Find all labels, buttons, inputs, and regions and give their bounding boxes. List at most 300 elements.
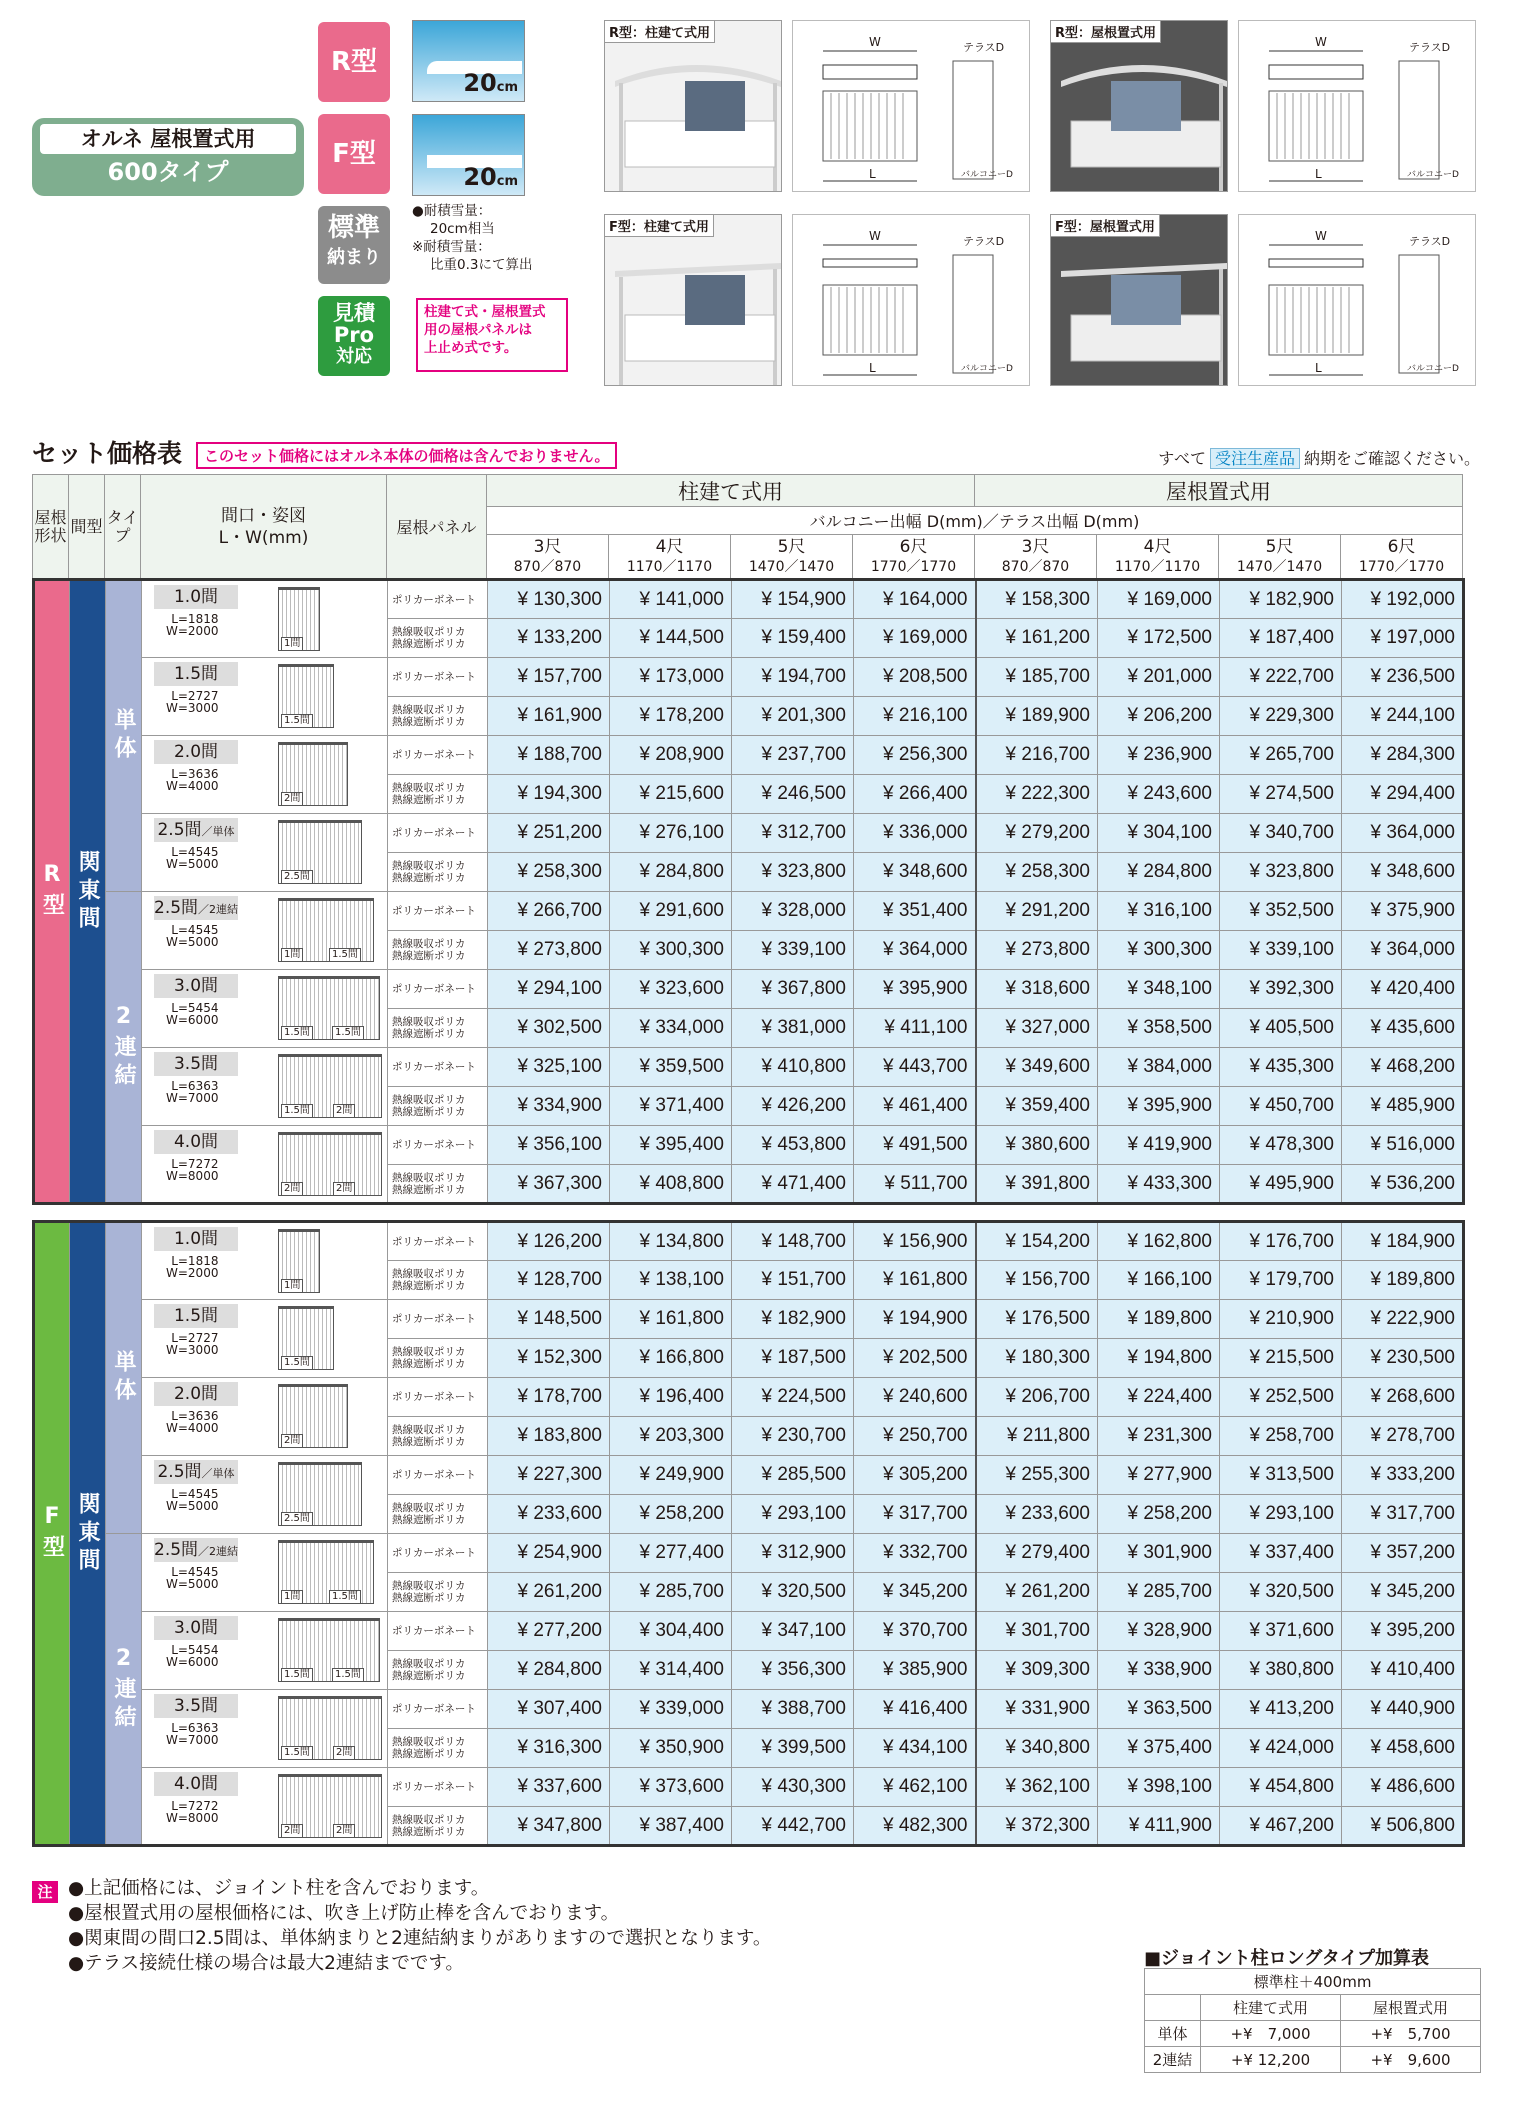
price-cell: ¥ 266,400 bbox=[854, 775, 976, 814]
price-cell: ¥ 250,700 bbox=[854, 1417, 976, 1456]
panel-note: 柱建て式・屋根置式 用の屋根パネルは 上止め式です。 bbox=[416, 298, 568, 372]
photo-f-roof: F型：屋根置式用 bbox=[1050, 214, 1228, 386]
price-cell: ¥ 256,300 bbox=[854, 736, 976, 775]
price-cell: ¥ 284,800 bbox=[488, 1651, 610, 1690]
notes-label: 注 bbox=[32, 1881, 58, 1903]
lw-dims: L=5454 W=6000 bbox=[166, 1643, 219, 1669]
price-cell: ¥ 410,800 bbox=[732, 1048, 854, 1087]
price-cell: ¥ 184,900 bbox=[1342, 1222, 1464, 1261]
price-table-f bbox=[32, 1220, 1465, 1847]
price-cell: ¥ 187,400 bbox=[1220, 619, 1342, 658]
ken-label: 2.5間／単体 bbox=[154, 1460, 238, 1484]
snow-load-f: 20cm bbox=[412, 114, 525, 196]
price-cell: ¥ 339,000 bbox=[610, 1690, 732, 1729]
price-cell: ¥ 372,300 bbox=[976, 1807, 1098, 1846]
price-cell: ¥ 309,300 bbox=[976, 1651, 1098, 1690]
ken-label: 1.5間 bbox=[154, 662, 238, 686]
price-cell: ¥ 356,100 bbox=[488, 1126, 610, 1165]
panel-type: ポリカーボネート bbox=[388, 1456, 488, 1495]
price-cell: ¥ 482,300 bbox=[854, 1807, 976, 1846]
price-cell: ¥ 491,500 bbox=[854, 1126, 976, 1165]
price-cell: ¥ 172,500 bbox=[1098, 619, 1220, 658]
lw-dims: L=4545 W=5000 bbox=[166, 1487, 219, 1513]
price-cell: ¥ 387,400 bbox=[610, 1807, 732, 1846]
price-cell: ¥ 323,800 bbox=[1220, 853, 1342, 892]
price-cell: ¥ 216,700 bbox=[976, 736, 1098, 775]
price-cell: ¥ 506,800 bbox=[1342, 1807, 1464, 1846]
price-cell: ¥ 176,700 bbox=[1220, 1222, 1342, 1261]
size-cell bbox=[142, 1534, 388, 1612]
price-cell: ¥ 340,700 bbox=[1220, 814, 1342, 853]
col-depth-6: 5尺 1470／1470 bbox=[1219, 535, 1341, 579]
price-cell: ¥ 258,300 bbox=[976, 853, 1098, 892]
price-cell: ¥ 293,100 bbox=[732, 1495, 854, 1534]
price-cell: ¥ 126,200 bbox=[488, 1222, 610, 1261]
price-cell: ¥ 166,800 bbox=[610, 1339, 732, 1378]
price-cell: ¥ 294,400 bbox=[1342, 775, 1464, 814]
panel-type: 熱線吸収ポリカ 熱線遮断ポリカ bbox=[388, 1573, 488, 1612]
price-cell: ¥ 268,600 bbox=[1342, 1378, 1464, 1417]
price-cell: ¥ 410,400 bbox=[1342, 1651, 1464, 1690]
price-cell: ¥ 364,000 bbox=[1342, 931, 1464, 970]
panel-type: ポリカーボネート bbox=[388, 1378, 488, 1417]
size-cell bbox=[142, 1048, 388, 1126]
price-cell: ¥ 317,700 bbox=[1342, 1495, 1464, 1534]
price-cell: ¥ 277,200 bbox=[488, 1612, 610, 1651]
type-r-badge: R型 bbox=[318, 22, 390, 102]
price-cell: ¥ 454,800 bbox=[1220, 1768, 1342, 1807]
price-cell: ¥ 161,800 bbox=[610, 1300, 732, 1339]
size-cell bbox=[142, 1690, 388, 1768]
price-cell: ¥ 284,800 bbox=[610, 853, 732, 892]
product-type: 600タイプ bbox=[107, 158, 229, 186]
joint-table-title: ■ジョイント柱ロングタイプ加算表 bbox=[1144, 1948, 1430, 1969]
ken-label: 2.0間 bbox=[154, 740, 238, 764]
panel-type: 熱線吸収ポリカ 熱線遮断ポリカ bbox=[388, 1729, 488, 1768]
size-cell bbox=[142, 658, 388, 736]
panel-type: 熱線吸収ポリカ 熱線遮断ポリカ bbox=[388, 1417, 488, 1456]
price-cell: ¥ 367,800 bbox=[732, 970, 854, 1009]
price-cell: ¥ 370,700 bbox=[854, 1612, 976, 1651]
price-cell: ¥ 339,100 bbox=[732, 931, 854, 970]
lw-dims: L=3636 W=4000 bbox=[166, 1409, 219, 1435]
price-cell: ¥ 433,300 bbox=[1098, 1165, 1220, 1204]
price-cell: ¥ 367,300 bbox=[488, 1165, 610, 1204]
price-cell: ¥ 362,100 bbox=[976, 1768, 1098, 1807]
col-depth-3: 6尺 1770／1770 bbox=[853, 535, 975, 579]
price-cell: ¥ 317,700 bbox=[854, 1495, 976, 1534]
price-cell: ¥ 337,600 bbox=[488, 1768, 610, 1807]
price-cell: ¥ 285,500 bbox=[732, 1456, 854, 1495]
price-cell: ¥ 157,700 bbox=[488, 658, 610, 697]
price-cell: ¥ 331,900 bbox=[976, 1690, 1098, 1729]
table-row bbox=[34, 1300, 1464, 1339]
price-cell: ¥ 381,000 bbox=[732, 1009, 854, 1048]
price-cell: ¥ 334,900 bbox=[488, 1087, 610, 1126]
price-cell: ¥ 301,700 bbox=[976, 1612, 1098, 1651]
size-diagram: 1.5間 2間 bbox=[278, 1054, 382, 1118]
ken-label: 3.0間 bbox=[154, 974, 238, 998]
price-cell: ¥ 450,700 bbox=[1220, 1087, 1342, 1126]
price-cell: ¥ 194,300 bbox=[488, 775, 610, 814]
joint-table: 標準柱＋400mm 柱建て式用 屋根置式用 単体 +¥ 7,000 +¥ 5,700 2連結 +¥ 12,200 +¥ 9,600 bbox=[1144, 1968, 1481, 2073]
table-row bbox=[34, 736, 1464, 775]
price-cell: ¥ 206,700 bbox=[976, 1378, 1098, 1417]
price-cell: ¥ 300,300 bbox=[1098, 931, 1220, 970]
price-cell: ¥ 224,400 bbox=[1098, 1378, 1220, 1417]
price-cell: ¥ 258,200 bbox=[610, 1495, 732, 1534]
table-row bbox=[34, 1456, 1464, 1495]
panel-type: 熱線吸収ポリカ 熱線遮断ポリカ bbox=[388, 1009, 488, 1048]
price-cell: ¥ 471,400 bbox=[732, 1165, 854, 1204]
price-cell: ¥ 178,700 bbox=[488, 1378, 610, 1417]
price-cell: ¥ 202,500 bbox=[854, 1339, 976, 1378]
size-diagram: 2間 bbox=[278, 1384, 348, 1448]
price-cell: ¥ 169,000 bbox=[1098, 580, 1220, 619]
price-cell: ¥ 467,200 bbox=[1220, 1807, 1342, 1846]
price-cell: ¥ 395,200 bbox=[1342, 1612, 1464, 1651]
price-cell: ¥ 194,800 bbox=[1098, 1339, 1220, 1378]
size-diagram: 1間 1.5間 bbox=[278, 898, 374, 962]
price-cell: ¥ 236,500 bbox=[1342, 658, 1464, 697]
price-cell: ¥ 411,100 bbox=[854, 1009, 976, 1048]
price-cell: ¥ 435,600 bbox=[1342, 1009, 1464, 1048]
table-row bbox=[34, 1612, 1464, 1651]
price-cell: ¥ 300,300 bbox=[610, 931, 732, 970]
price-cell: ¥ 278,700 bbox=[1342, 1417, 1464, 1456]
table-row bbox=[34, 814, 1464, 853]
price-cell: ¥ 345,200 bbox=[1342, 1573, 1464, 1612]
price-cell: ¥ 233,600 bbox=[488, 1495, 610, 1534]
price-cell: ¥ 179,700 bbox=[1220, 1261, 1342, 1300]
price-cell: ¥ 413,200 bbox=[1220, 1690, 1342, 1729]
drawing-f-roof: W テラスD L バルコニーD bbox=[1238, 214, 1476, 386]
drawing-f-post: W テラスD L バルコニーD bbox=[792, 214, 1030, 386]
panel-type: 熱線吸収ポリカ 熱線遮断ポリカ bbox=[388, 931, 488, 970]
price-cell: ¥ 359,500 bbox=[610, 1048, 732, 1087]
price-cell: ¥ 265,700 bbox=[1220, 736, 1342, 775]
price-cell: ¥ 435,300 bbox=[1220, 1048, 1342, 1087]
price-cell: ¥ 307,400 bbox=[488, 1690, 610, 1729]
photo-r-post: R型：柱建て式用 bbox=[604, 20, 782, 192]
price-cell: ¥ 266,700 bbox=[488, 892, 610, 931]
size-cell bbox=[142, 1768, 388, 1846]
price-cell: ¥ 279,400 bbox=[976, 1534, 1098, 1573]
price-cell: ¥ 187,500 bbox=[732, 1339, 854, 1378]
panel-type: ポリカーボネート bbox=[388, 1048, 488, 1087]
price-cell: ¥ 332,700 bbox=[854, 1534, 976, 1573]
panel-type: ポリカーボネート bbox=[388, 1768, 488, 1807]
panel-type: 熱線吸収ポリカ 熱線遮断ポリカ bbox=[388, 853, 488, 892]
price-cell: ¥ 419,900 bbox=[1098, 1126, 1220, 1165]
depth-header: バルコニー出幅 D(mm)／テラス出幅 D(mm) bbox=[487, 507, 1463, 535]
price-cell: ¥ 194,900 bbox=[854, 1300, 976, 1339]
price-cell: ¥ 327,000 bbox=[976, 1009, 1098, 1048]
price-cell: ¥ 304,100 bbox=[1098, 814, 1220, 853]
size-cell bbox=[142, 1126, 388, 1204]
size-diagram: 1間 bbox=[278, 1229, 320, 1293]
price-cell: ¥ 148,500 bbox=[488, 1300, 610, 1339]
panel-type: ポリカーボネート bbox=[388, 1612, 488, 1651]
price-cell: ¥ 169,000 bbox=[854, 619, 976, 658]
price-cell: ¥ 227,300 bbox=[488, 1456, 610, 1495]
price-cell: ¥ 351,400 bbox=[854, 892, 976, 931]
order-notice: すべて 受注生産品 納期をご確認ください。 bbox=[1158, 449, 1480, 468]
price-cell: ¥ 347,800 bbox=[488, 1807, 610, 1846]
price-cell: ¥ 273,800 bbox=[976, 931, 1098, 970]
price-cell: ¥ 371,600 bbox=[1220, 1612, 1342, 1651]
lw-dims: L=7272 W=8000 bbox=[166, 1157, 219, 1183]
type-double: 2連結 bbox=[106, 1534, 142, 1846]
price-cell: ¥ 152,300 bbox=[488, 1339, 610, 1378]
price-cell: ¥ 224,500 bbox=[732, 1378, 854, 1417]
panel-type: ポリカーボネート bbox=[388, 814, 488, 853]
panel-type: 熱線吸収ポリカ 熱線遮断ポリカ bbox=[388, 1087, 488, 1126]
price-cell: ¥ 203,300 bbox=[610, 1417, 732, 1456]
price-cell: ¥ 258,200 bbox=[1098, 1495, 1220, 1534]
panel-type: 熱線吸収ポリカ 熱線遮断ポリカ bbox=[388, 619, 488, 658]
price-cell: ¥ 478,300 bbox=[1220, 1126, 1342, 1165]
lw-dims: L=4545 W=5000 bbox=[166, 923, 219, 949]
price-cell: ¥ 276,100 bbox=[610, 814, 732, 853]
col-size: 間口・姿図 L・W(mm) bbox=[141, 475, 387, 579]
photo-f-post: F型：柱建て式用 bbox=[604, 214, 782, 386]
price-cell: ¥ 313,500 bbox=[1220, 1456, 1342, 1495]
price-cell: ¥ 277,400 bbox=[610, 1534, 732, 1573]
table-row bbox=[34, 892, 1464, 931]
price-cell: ¥ 316,300 bbox=[488, 1729, 610, 1768]
drawing-r-post: W テラスD L バルコニーD bbox=[792, 20, 1030, 192]
ken-label: 1.0間 bbox=[154, 1227, 238, 1251]
price-cell: ¥ 138,100 bbox=[610, 1261, 732, 1300]
panel-type: 熱線吸収ポリカ 熱線遮断ポリカ bbox=[388, 1261, 488, 1300]
price-cell: ¥ 485,900 bbox=[1342, 1087, 1464, 1126]
price-cell: ¥ 192,000 bbox=[1342, 580, 1464, 619]
price-cell: ¥ 222,300 bbox=[976, 775, 1098, 814]
price-cell: ¥ 337,400 bbox=[1220, 1534, 1342, 1573]
panel-type: 熱線吸収ポリカ 熱線遮断ポリカ bbox=[388, 697, 488, 736]
price-cell: ¥ 392,300 bbox=[1220, 970, 1342, 1009]
col-ken: 間型 bbox=[69, 475, 105, 579]
panel-type: ポリカーボネート bbox=[388, 970, 488, 1009]
lw-dims: L=6363 W=7000 bbox=[166, 1721, 219, 1747]
price-cell: ¥ 398,100 bbox=[1098, 1768, 1220, 1807]
panel-type: ポリカーボネート bbox=[388, 1126, 488, 1165]
estimate-pro-badge: 見積 Pro 対応 bbox=[318, 296, 390, 376]
price-cell: ¥ 156,900 bbox=[854, 1222, 976, 1261]
size-cell bbox=[142, 736, 388, 814]
ken-label: 3.5間 bbox=[154, 1694, 238, 1718]
price-cell: ¥ 161,800 bbox=[854, 1261, 976, 1300]
price-cell: ¥ 178,200 bbox=[610, 697, 732, 736]
price-cell: ¥ 385,900 bbox=[854, 1651, 976, 1690]
price-cell: ¥ 188,700 bbox=[488, 736, 610, 775]
price-cell: ¥ 388,700 bbox=[732, 1690, 854, 1729]
table-row bbox=[34, 1378, 1464, 1417]
price-cell: ¥ 440,900 bbox=[1342, 1690, 1464, 1729]
table-row bbox=[34, 970, 1464, 1009]
size-cell bbox=[142, 892, 388, 970]
type-f-badge: F型 bbox=[318, 114, 390, 194]
price-cell: ¥ 252,500 bbox=[1220, 1378, 1342, 1417]
price-cell: ¥ 285,700 bbox=[1098, 1573, 1220, 1612]
col-depth-0: 3尺 870／870 bbox=[487, 535, 609, 579]
panel-type: 熱線吸収ポリカ 熱線遮断ポリカ bbox=[388, 1495, 488, 1534]
price-cell: ¥ 144,500 bbox=[610, 619, 732, 658]
lw-dims: L=4545 W=5000 bbox=[166, 1565, 219, 1591]
price-cell: ¥ 274,500 bbox=[1220, 775, 1342, 814]
ken-label: 2.5間／2連結 bbox=[154, 1540, 239, 1560]
price-cell: ¥ 334,000 bbox=[610, 1009, 732, 1048]
price-cell: ¥ 176,500 bbox=[976, 1300, 1098, 1339]
size-diagram: 1.5間 bbox=[278, 664, 334, 728]
table-row bbox=[34, 658, 1464, 697]
price-cell: ¥ 364,000 bbox=[854, 931, 976, 970]
price-cell: ¥ 293,100 bbox=[1220, 1495, 1342, 1534]
lw-dims: L=6363 W=7000 bbox=[166, 1079, 219, 1105]
price-cell: ¥ 215,500 bbox=[1220, 1339, 1342, 1378]
table-row bbox=[34, 1768, 1464, 1807]
price-cell: ¥ 133,200 bbox=[488, 619, 610, 658]
price-cell: ¥ 318,600 bbox=[976, 970, 1098, 1009]
price-cell: ¥ 201,300 bbox=[732, 697, 854, 736]
price-cell: ¥ 442,700 bbox=[732, 1807, 854, 1846]
price-cell: ¥ 284,300 bbox=[1342, 736, 1464, 775]
price-cell: ¥ 350,900 bbox=[610, 1729, 732, 1768]
size-diagram: 1間 bbox=[278, 587, 320, 651]
price-cell: ¥ 305,200 bbox=[854, 1456, 976, 1495]
price-cell: ¥ 210,900 bbox=[1220, 1300, 1342, 1339]
ken-label: 3.5間 bbox=[154, 1052, 238, 1076]
price-cell: ¥ 189,900 bbox=[976, 697, 1098, 736]
col-depth-2: 5尺 1470／1470 bbox=[731, 535, 853, 579]
price-cell: ¥ 328,000 bbox=[732, 892, 854, 931]
lw-dims: L=7272 W=8000 bbox=[166, 1799, 219, 1825]
price-cell: ¥ 159,400 bbox=[732, 619, 854, 658]
size-diagram: 2間 2間 bbox=[278, 1774, 382, 1838]
panel-type: ポリカーボネート bbox=[388, 892, 488, 931]
size-diagram: 2間 2間 bbox=[278, 1132, 382, 1196]
price-cell: ¥ 258,300 bbox=[488, 853, 610, 892]
type-single: 単体 bbox=[106, 580, 142, 892]
col-depth-4: 3尺 870／870 bbox=[975, 535, 1097, 579]
snow-load-r: 20cm bbox=[412, 20, 525, 102]
table-row bbox=[34, 1534, 1464, 1573]
product-box bbox=[32, 118, 304, 196]
lw-dims: L=5454 W=6000 bbox=[166, 1001, 219, 1027]
price-cell: ¥ 363,500 bbox=[1098, 1690, 1220, 1729]
price-cell: ¥ 320,500 bbox=[1220, 1573, 1342, 1612]
price-cell: ¥ 254,900 bbox=[488, 1534, 610, 1573]
price-cell: ¥ 279,200 bbox=[976, 814, 1098, 853]
price-cell: ¥ 391,800 bbox=[976, 1165, 1098, 1204]
price-cell: ¥ 231,300 bbox=[1098, 1417, 1220, 1456]
price-cell: ¥ 511,700 bbox=[854, 1165, 976, 1204]
type-single: 単体 bbox=[106, 1222, 142, 1534]
price-cell: ¥ 424,000 bbox=[1220, 1729, 1342, 1768]
price-cell: ¥ 373,600 bbox=[610, 1768, 732, 1807]
size-cell bbox=[142, 970, 388, 1048]
table-row bbox=[34, 1690, 1464, 1729]
price-cell: ¥ 434,100 bbox=[854, 1729, 976, 1768]
price-cell: ¥ 249,900 bbox=[610, 1456, 732, 1495]
size-cell bbox=[142, 1456, 388, 1534]
price-cell: ¥ 164,000 bbox=[854, 580, 976, 619]
price-cell: ¥ 323,600 bbox=[610, 970, 732, 1009]
ken-label: 2.0間 bbox=[154, 1382, 238, 1406]
price-cell: ¥ 348,600 bbox=[1342, 853, 1464, 892]
price-cell: ¥ 328,900 bbox=[1098, 1612, 1220, 1651]
price-cell: ¥ 277,900 bbox=[1098, 1456, 1220, 1495]
price-cell: ¥ 443,700 bbox=[854, 1048, 976, 1087]
price-cell: ¥ 314,400 bbox=[610, 1651, 732, 1690]
price-cell: ¥ 222,900 bbox=[1342, 1300, 1464, 1339]
price-cell: ¥ 236,900 bbox=[1098, 736, 1220, 775]
made-to-order-tag: 受注生産品 bbox=[1210, 448, 1300, 469]
kanto-label: 関東間 bbox=[70, 1222, 106, 1846]
size-cell bbox=[142, 1378, 388, 1456]
col-depth-7: 6尺 1770／1770 bbox=[1341, 535, 1463, 579]
price-cell: ¥ 301,900 bbox=[1098, 1534, 1220, 1573]
shape-label: F型 bbox=[34, 1222, 70, 1846]
size-diagram: 1間 1.5間 bbox=[278, 1540, 374, 1604]
price-cell: ¥ 216,100 bbox=[854, 697, 976, 736]
price-cell: ¥ 426,200 bbox=[732, 1087, 854, 1126]
price-cell: ¥ 201,000 bbox=[1098, 658, 1220, 697]
type-double: 2連結 bbox=[106, 892, 142, 1204]
price-cell: ¥ 255,300 bbox=[976, 1456, 1098, 1495]
price-cell: ¥ 162,800 bbox=[1098, 1222, 1220, 1261]
price-cell: ¥ 461,400 bbox=[854, 1087, 976, 1126]
price-cell: ¥ 395,900 bbox=[1098, 1087, 1220, 1126]
lw-dims: L=1818 W=2000 bbox=[166, 1254, 219, 1280]
price-cell: ¥ 495,900 bbox=[1220, 1165, 1342, 1204]
price-cell: ¥ 154,200 bbox=[976, 1222, 1098, 1261]
price-cell: ¥ 359,400 bbox=[976, 1087, 1098, 1126]
price-cell: ¥ 348,100 bbox=[1098, 970, 1220, 1009]
drawing-r-roof: W テラスD L バルコニーD bbox=[1238, 20, 1476, 192]
lw-dims: L=2727 W=3000 bbox=[166, 689, 219, 715]
price-cell: ¥ 189,800 bbox=[1342, 1261, 1464, 1300]
price-cell: ¥ 211,800 bbox=[976, 1417, 1098, 1456]
price-cell: ¥ 516,000 bbox=[1342, 1126, 1464, 1165]
section-title: セット価格表 bbox=[32, 439, 183, 468]
price-cell: ¥ 240,600 bbox=[854, 1378, 976, 1417]
price-cell: ¥ 349,600 bbox=[976, 1048, 1098, 1087]
price-cell: ¥ 462,100 bbox=[854, 1768, 976, 1807]
size-cell bbox=[142, 580, 388, 658]
price-cell: ¥ 284,800 bbox=[1098, 853, 1220, 892]
price-cell: ¥ 229,300 bbox=[1220, 697, 1342, 736]
price-cell: ¥ 258,700 bbox=[1220, 1417, 1342, 1456]
price-cell: ¥ 130,300 bbox=[488, 580, 610, 619]
size-cell bbox=[142, 1612, 388, 1690]
lw-dims: L=2727 W=3000 bbox=[166, 1331, 219, 1357]
ken-label: 4.0間 bbox=[154, 1772, 238, 1796]
price-cell: ¥ 345,200 bbox=[854, 1573, 976, 1612]
table-row bbox=[34, 1048, 1464, 1087]
price-cell: ¥ 384,000 bbox=[1098, 1048, 1220, 1087]
price-cell: ¥ 161,200 bbox=[976, 619, 1098, 658]
panel-type: 熱線吸収ポリカ 熱線遮断ポリカ bbox=[388, 1165, 488, 1204]
price-cell: ¥ 356,300 bbox=[732, 1651, 854, 1690]
price-cell: ¥ 416,400 bbox=[854, 1690, 976, 1729]
panel-type: 熱線吸収ポリカ 熱線遮断ポリカ bbox=[388, 775, 488, 814]
price-cell: ¥ 261,200 bbox=[488, 1573, 610, 1612]
price-cell: ¥ 246,500 bbox=[732, 775, 854, 814]
size-diagram: 1.5間 1.5間 bbox=[278, 976, 380, 1040]
table-row bbox=[34, 580, 1464, 619]
